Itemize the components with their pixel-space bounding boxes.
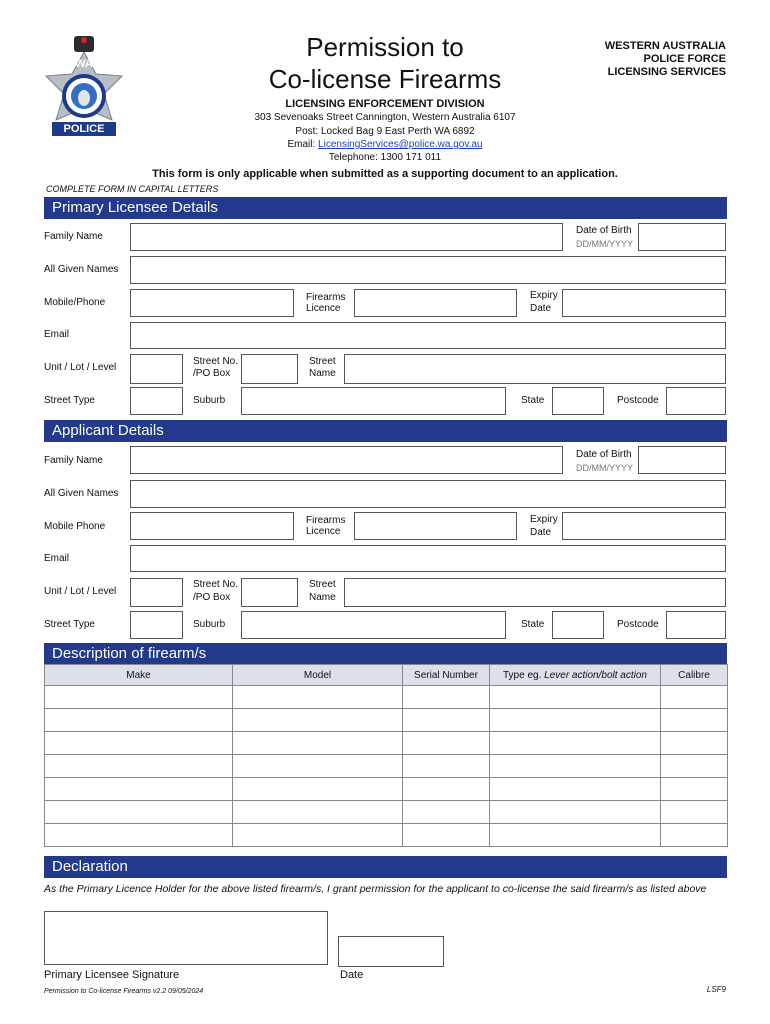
capital-letters-note: COMPLETE FORM IN CAPITAL LETTERS — [46, 184, 219, 194]
primary-given-names-field[interactable] — [130, 256, 726, 284]
applicant-unit-field[interactable] — [130, 578, 183, 607]
type-cell[interactable] — [490, 801, 661, 824]
primary-unit-field[interactable] — [130, 354, 183, 384]
division-name: LICENSING ENFORCEMENT DIVISION — [285, 98, 485, 110]
make-cell[interactable] — [45, 755, 233, 778]
primary-expiry-field[interactable] — [562, 289, 726, 317]
declaration-date-field[interactable] — [338, 936, 444, 967]
applicant-licence-label-2: Licence — [306, 526, 341, 537]
primary-street-no-label-1: Street No. — [193, 356, 239, 367]
primary-mobile-label: Mobile/Phone — [44, 297, 106, 308]
calibre-cell[interactable] — [661, 755, 728, 778]
applicant-state-field[interactable] — [552, 611, 604, 639]
primary-street-no-label-2: /PO Box — [193, 368, 231, 379]
postal-address: Post: Locked Bag 9 East Perth WA 6892 — [295, 126, 475, 137]
table-row — [45, 686, 728, 709]
applicant-email-label: Email — [44, 553, 70, 564]
serial-cell[interactable] — [403, 801, 490, 824]
calibre-cell[interactable] — [661, 801, 728, 824]
type-cell[interactable] — [490, 686, 661, 709]
email-label: Email: — [287, 139, 316, 150]
logo-wa-text: WA — [75, 58, 93, 70]
applicant-licence-field[interactable] — [354, 512, 517, 540]
col-calibre: Calibre — [661, 665, 728, 686]
col-type-example: Lever action/bolt action — [544, 669, 647, 681]
primary-licence-field[interactable] — [354, 289, 517, 317]
primary-street-no-field[interactable] — [241, 354, 298, 384]
declaration-text: As the Primary Licence Holder for the above listed firearm/s, I grant permission for the applicant to co-license the said firearm/s as listed above — [44, 883, 707, 895]
primary-licence-label-2: Licence — [306, 303, 341, 314]
serial-cell[interactable] — [403, 732, 490, 755]
applicant-expiry-field[interactable] — [562, 512, 726, 540]
applicant-street-no-field[interactable] — [241, 578, 298, 607]
applicant-suburb-field[interactable] — [241, 611, 506, 639]
applicant-email-field[interactable] — [130, 545, 726, 572]
applicant-mobile-label: Mobile Phone — [44, 521, 106, 532]
table-row — [45, 732, 728, 755]
model-cell[interactable] — [233, 709, 403, 732]
applicant-dob-field[interactable] — [638, 446, 726, 474]
footer-form-code: LSF9 — [706, 985, 726, 994]
primary-suburb-label: Suburb — [193, 395, 226, 406]
applicant-dob-label: Date of Birth — [576, 449, 632, 460]
serial-cell[interactable] — [403, 709, 490, 732]
firearms-section-header: Description of firearm/s — [44, 643, 727, 665]
applicant-state-label: State — [521, 619, 545, 630]
primary-dob-label: Date of Birth — [576, 225, 632, 236]
applicant-street-no-label-2: /PO Box — [193, 592, 231, 603]
primary-street-name-label-2: Name — [309, 368, 336, 379]
applicant-street-name-label-1: Street — [309, 579, 336, 590]
primary-postcode-label: Postcode — [617, 395, 659, 406]
applicant-dob-format: DD/MM/YYYY — [576, 463, 634, 473]
make-cell[interactable] — [45, 801, 233, 824]
type-cell[interactable] — [490, 824, 661, 847]
applicant-street-name-field[interactable] — [344, 578, 726, 607]
table-row — [45, 824, 728, 847]
agency-line1: WESTERN AUSTRALIA — [604, 40, 726, 52]
logo-police-text: POLICE — [63, 123, 105, 135]
serial-cell[interactable] — [403, 824, 490, 847]
make-cell[interactable] — [45, 732, 233, 755]
applicant-given-names-label: All Given Names — [44, 488, 119, 499]
applicant-street-name-label-2: Name — [309, 592, 336, 603]
make-cell[interactable] — [45, 778, 233, 801]
primary-section-header: Primary Licensee Details — [44, 197, 727, 219]
firearms-table — [44, 664, 728, 847]
make-cell[interactable] — [45, 709, 233, 732]
page-title-line2: Co-license Firearms — [268, 64, 502, 94]
primary-unit-label: Unit / Lot / Level — [44, 362, 117, 373]
primary-email-label: Email — [44, 329, 70, 340]
type-cell[interactable] — [490, 755, 661, 778]
primary-family-name-label: Family Name — [44, 231, 103, 242]
applicant-street-type-field[interactable] — [130, 611, 183, 639]
make-cell[interactable] — [45, 824, 233, 847]
footer-version: Permission to Co-license Firearms v2.2 09/05/2024 — [44, 988, 204, 995]
primary-state-field[interactable] — [552, 387, 604, 415]
telephone: Telephone: 1300 171 011 — [328, 152, 442, 163]
table-row — [45, 709, 728, 732]
calibre-cell[interactable] — [661, 732, 728, 755]
primary-postcode-field[interactable] — [666, 387, 726, 415]
calibre-cell[interactable] — [661, 824, 728, 847]
applicant-unit-label: Unit / Lot / Level — [44, 586, 117, 597]
applicant-street-no-label-1: Street No. — [193, 579, 239, 590]
col-make: Make — [45, 665, 233, 686]
col-serial-number: Serial Number — [403, 665, 490, 686]
applicant-expiry-label-1: Expiry — [530, 514, 558, 525]
make-cell[interactable] — [45, 686, 233, 709]
email-link[interactable]: LicensingServices@police.wa.gov.au — [318, 139, 483, 150]
calibre-cell[interactable] — [661, 709, 728, 732]
primary-family-name-field[interactable] — [130, 223, 563, 251]
primary-expiry-label-2: Date — [530, 303, 552, 314]
primary-licence-label-1: Firearms — [306, 292, 346, 303]
signature-label: Primary Licensee Signature — [44, 969, 180, 981]
primary-dob-format: DD/MM/YYYY — [576, 239, 634, 249]
table-row — [45, 755, 728, 778]
model-cell[interactable] — [233, 755, 403, 778]
col-type-prefix: Type eg. — [503, 669, 542, 681]
primary-street-type-label: Street Type — [44, 395, 95, 406]
applicant-postcode-label: Postcode — [617, 619, 659, 630]
primary-email-field[interactable] — [130, 322, 726, 349]
applicant-street-type-label: Street Type — [44, 619, 95, 630]
serial-cell[interactable] — [403, 778, 490, 801]
address: 303 Sevenoaks Street Cannington, Western Australia 6107 — [254, 112, 516, 123]
applicant-given-names-field[interactable] — [130, 480, 726, 508]
serial-cell[interactable] — [403, 755, 490, 778]
signature-field[interactable] — [44, 911, 328, 965]
type-cell[interactable] — [490, 709, 661, 732]
model-cell[interactable] — [233, 824, 403, 847]
applicant-expiry-label-2: Date — [530, 527, 552, 538]
calibre-cell[interactable] — [661, 686, 728, 709]
model-cell[interactable] — [233, 732, 403, 755]
primary-given-names-label: All Given Names — [44, 264, 119, 275]
primary-street-name-field[interactable] — [344, 354, 726, 384]
col-model: Model — [233, 665, 403, 686]
page-title-line1: Permission to — [306, 32, 464, 62]
primary-suburb-field[interactable] — [241, 387, 506, 415]
email-line — [0, 139, 770, 150]
primary-mobile-field[interactable] — [130, 289, 294, 317]
primary-street-type-field[interactable] — [130, 387, 183, 415]
applicant-family-name-label: Family Name — [44, 455, 103, 466]
applicant-licence-label-1: Firearms — [306, 515, 346, 526]
model-cell[interactable] — [233, 778, 403, 801]
primary-expiry-label-1: Expiry — [530, 290, 558, 301]
primary-dob-field[interactable] — [638, 223, 726, 251]
applicant-suburb-label: Suburb — [193, 619, 226, 630]
agency-line3: LICENSING SERVICES — [607, 66, 726, 78]
date-label: Date — [340, 969, 364, 981]
col-type — [490, 665, 661, 686]
form-notice: This form is only applicable when submitted as a supporting document to an application. — [152, 168, 618, 180]
table-row — [45, 801, 728, 824]
primary-state-label: State — [521, 395, 545, 406]
applicant-mobile-field[interactable] — [130, 512, 294, 540]
model-cell[interactable] — [233, 801, 403, 824]
applicant-postcode-field[interactable] — [666, 611, 726, 639]
type-cell[interactable] — [490, 732, 661, 755]
applicant-family-name-field[interactable] — [130, 446, 563, 474]
calibre-cell[interactable] — [661, 778, 728, 801]
type-cell[interactable] — [490, 778, 661, 801]
agency-line2: POLICE FORCE — [643, 53, 726, 65]
applicant-section-header: Applicant Details — [44, 420, 727, 442]
firearms-header-row — [45, 665, 728, 686]
declaration-section-header: Declaration — [44, 856, 727, 878]
primary-street-name-label-1: Street — [309, 356, 336, 367]
table-row — [45, 778, 728, 801]
model-cell[interactable] — [233, 686, 403, 709]
serial-cell[interactable] — [403, 686, 490, 709]
